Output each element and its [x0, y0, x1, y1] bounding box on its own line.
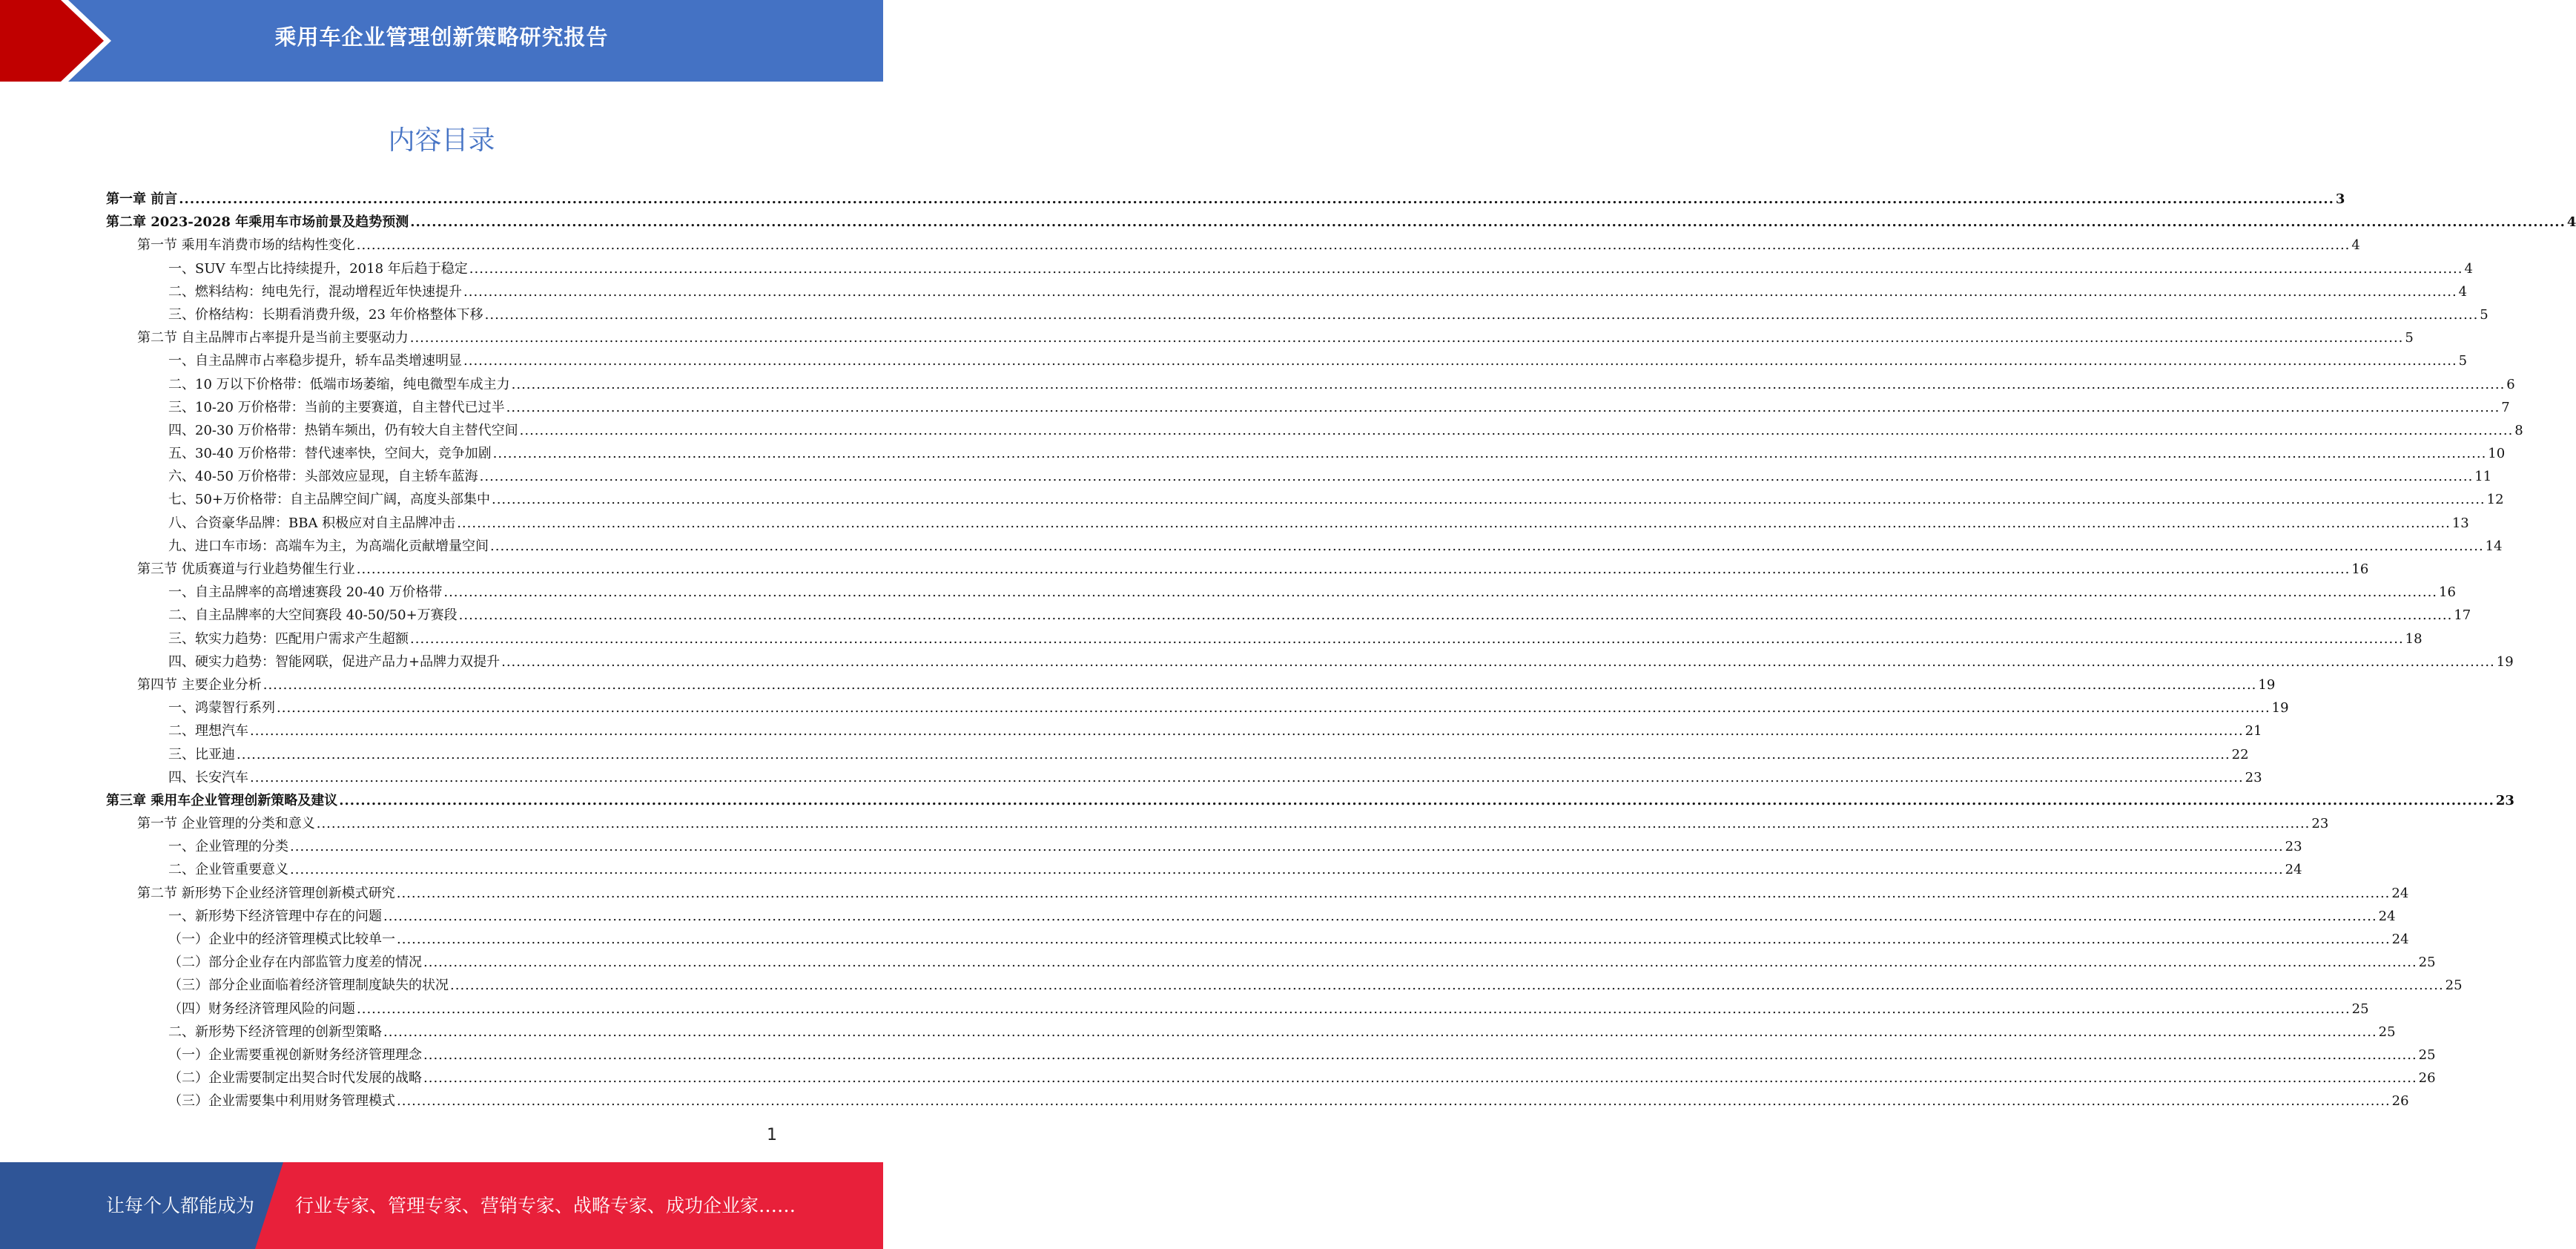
toc-entry-title: 二、自主品牌率的大空间赛段 40-50/50+万赛段 — [168, 607, 458, 624]
toc-dot-leader: ................................................................................................................................................................................................................................................................................................................................................................................................................ — [262, 676, 2257, 693]
toc-entry[interactable] — [106, 719, 2262, 742]
toc-dot-leader: ................................................................................................................................................................................................................................................................................................................................................................................................................ — [383, 1024, 2377, 1040]
toc-entry-page: 23 — [2285, 839, 2302, 855]
toc-entry-page: 22 — [2231, 746, 2249, 762]
toc-entry-title: （四）财务经济管理风险的问题 — [168, 1001, 355, 1017]
toc-entry-page: 8 — [2514, 422, 2523, 438]
toc-dot-leader: ................................................................................................................................................................................................................................................................................................................................................................................................................ — [443, 584, 2438, 601]
toc-dot-leader: ................................................................................................................................................................................................................................................................................................................................................................................................................ — [409, 330, 2404, 346]
toc-entry-page: 24 — [2391, 932, 2409, 947]
toc-entry[interactable] — [106, 1067, 2436, 1090]
toc-entry[interactable] — [106, 349, 2468, 372]
toc-entry[interactable] — [106, 650, 2514, 673]
toc-entry[interactable] — [106, 673, 2276, 696]
toc-entry[interactable] — [106, 974, 2463, 997]
toc-dot-leader: ................................................................................................................................................................................................................................................................................................................................................................................................................ — [490, 538, 2484, 554]
toc-entry[interactable] — [106, 419, 2523, 442]
toc-entry-title: 九、进口车市场：高端车为主，为高端化贡献增量空间 — [168, 538, 489, 554]
toc-dot-leader: ................................................................................................................................................................................................................................................................................................................................................................................................................ — [423, 1047, 2417, 1063]
toc-dot-leader: ................................................................................................................................................................................................................................................................................................................................................................................................................ — [458, 607, 2453, 624]
toc-dot-leader: ................................................................................................................................................................................................................................................................................................................................................................................................................ — [277, 700, 2270, 716]
toc-entry-page: 3 — [2335, 191, 2345, 207]
toc-dot-leader: ................................................................................................................................................................................................................................................................................................................................................................................................................ — [463, 353, 2457, 369]
toc-entry-title: （三）部分企业面临着经济管理制度缺失的状况 — [168, 978, 449, 994]
toc-entry-page: 19 — [2496, 653, 2514, 670]
toc-dot-leader: ................................................................................................................................................................................................................................................................................................................................................................................................................ — [397, 1093, 2391, 1110]
toc-entry-page: 11 — [2474, 469, 2492, 485]
toc-entry-title: 一、自主品牌市占率稳步提升，轿车品类增速明显 — [168, 353, 462, 369]
toc-entry-title: 三、软实力趋势：匹配用户需求产生超额 — [168, 630, 409, 647]
toc-entry-title: 一、新形势下经济管理中存在的问题 — [168, 908, 382, 924]
toc-entry-page: 25 — [2418, 1047, 2436, 1063]
toc-entry[interactable] — [106, 257, 2473, 280]
toc-dot-leader: ................................................................................................................................................................................................................................................................................................................................................................................................................ — [479, 469, 2474, 485]
toc-entry-page: 4 — [2464, 260, 2473, 277]
toc-entry[interactable] — [106, 882, 2409, 905]
toc-entry[interactable] — [106, 535, 2503, 558]
toc-entry-title: 第一章 前言 — [106, 191, 178, 207]
toc-dot-leader: ................................................................................................................................................................................................................................................................................................................................................................................................................ — [463, 283, 2457, 300]
toc-entry-title: （一）企业需要重视创新财务经济管理理念 — [168, 1047, 422, 1063]
toc-dot-leader: ................................................................................................................................................................................................................................................................................................................................................................................................................ — [469, 260, 2463, 277]
toc-entry-page: 7 — [2501, 399, 2510, 415]
toc-entry[interactable] — [106, 696, 2289, 719]
toc-entry-page: 18 — [2405, 630, 2423, 647]
toc-entry-page: 17 — [2454, 607, 2471, 624]
toc-entry-title: 二、新形势下经济管理的创新型策略 — [168, 1024, 382, 1040]
toc-entry-title: 七、50+万价格带：自主品牌空间广阔，高度头部集中 — [168, 492, 490, 508]
toc-dot-leader: ................................................................................................................................................................................................................................................................................................................................................................................................................ — [396, 885, 2391, 901]
footer-slogan-right: 行业专家、管理专家、营销专家、战略专家、成功企业家…… — [295, 1195, 796, 1216]
toc-dot-leader: ................................................................................................................................................................................................................................................................................................................................................................................................................ — [237, 746, 2230, 762]
toc-dot-leader: ................................................................................................................................................................................................................................................................................................................................................................................................................ — [290, 862, 2284, 878]
toc-entry-page: 21 — [2245, 723, 2262, 739]
toc-dot-leader: ................................................................................................................................................................................................................................................................................................................................................................................................................ — [383, 908, 2377, 924]
toc-dot-leader: ................................................................................................................................................................................................................................................................................................................................................................................................................ — [450, 978, 2444, 994]
toc-entry[interactable] — [106, 928, 2409, 951]
toc-entry[interactable] — [106, 835, 2302, 858]
toc-entry-page: 5 — [2480, 306, 2489, 323]
toc-dot-leader: ................................................................................................................................................................................................................................................................................................................................................................................................................ — [506, 399, 2500, 415]
toc-entry-title: 二、燃料结构：纯电先行，混动增程近年快速提升 — [168, 283, 462, 300]
toc-entry-page: 23 — [2311, 816, 2329, 832]
toc-entry-page: 25 — [2351, 1001, 2369, 1017]
toc-dot-leader: ................................................................................................................................................................................................................................................................................................................................................................................................................ — [423, 1070, 2417, 1087]
toc-entry[interactable] — [106, 905, 2396, 928]
toc-entry[interactable] — [106, 280, 2468, 303]
toc-entry-page: 5 — [2458, 353, 2468, 369]
toc-entry-title: 第二节 自主品牌市占率提升是当前主要驱动力 — [137, 330, 409, 346]
toc-entry[interactable] — [106, 627, 2423, 650]
toc-entry-title: 五、30-40 万价格带：替代速率快，空间大，竞争加剧 — [168, 446, 492, 462]
page-number: 1 — [767, 1126, 777, 1144]
toc-entry-title: 一、鸿蒙智行系列 — [168, 700, 275, 716]
toc-dot-leader: ................................................................................................................................................................................................................................................................................................................................................................................................................ — [179, 191, 2334, 207]
toc-entry-page: 16 — [2351, 561, 2369, 577]
toc-dot-leader: ................................................................................................................................................................................................................................................................................................................................................................................................................ — [501, 653, 2495, 670]
toc-entry-title: 第三章 乘用车企业管理创新策略及建议 — [106, 792, 338, 808]
toc-dot-leader: ................................................................................................................................................................................................................................................................................................................................................................................................................ — [356, 561, 2351, 577]
toc-entry[interactable] — [106, 951, 2436, 974]
toc-entry-page: 24 — [2378, 908, 2396, 924]
toc-entry-page: 25 — [2378, 1024, 2396, 1040]
toc-dot-leader: ................................................................................................................................................................................................................................................................................................................................................................................................................ — [423, 955, 2417, 971]
toc-entry[interactable] — [106, 998, 2369, 1021]
toc-entry-title: 二、企业管重要意义 — [168, 862, 288, 878]
toc-entry-page: 4 — [2566, 214, 2576, 231]
toc-entry-page: 4 — [2351, 237, 2360, 254]
toc-dot-leader: ................................................................................................................................................................................................................................................................................................................................................................................................................ — [519, 422, 2514, 438]
toc-entry[interactable] — [106, 581, 2456, 604]
toc-entry[interactable] — [106, 1090, 2409, 1113]
toc-entry[interactable] — [106, 373, 2515, 396]
toc-dot-leader: ................................................................................................................................................................................................................................................................................................................................................................................................................ — [356, 237, 2351, 254]
toc-entry-page: 25 — [2445, 978, 2463, 994]
footer-slogan-left: 让每个人都能成为 — [106, 1195, 255, 1216]
toc-entry-title: （二）部分企业存在内部监管力度差的情况 — [168, 955, 422, 971]
toc-entry[interactable] — [106, 766, 2262, 789]
page-header — [0, 0, 883, 82]
toc-entry-page: 16 — [2439, 584, 2456, 601]
toc-entry-page: 10 — [2488, 446, 2506, 462]
toc-dot-leader: ................................................................................................................................................................................................................................................................................................................................................................................................................ — [492, 446, 2487, 462]
toc-entry[interactable] — [106, 188, 2345, 211]
toc-entry-title: 三、价格结构：长期看消费升级，23 年价格整体下移 — [168, 306, 483, 323]
toc-entry-page: 26 — [2391, 1093, 2409, 1110]
page-footer — [0, 1162, 883, 1249]
toc-entry-title: 第二节 新形势下企业经济管理创新模式研究 — [137, 885, 395, 901]
toc-entry-title: （一）企业中的经济管理模式比较单一 — [168, 932, 395, 947]
toc-dot-leader: ................................................................................................................................................................................................................................................................................................................................................................................................................ — [511, 376, 2506, 392]
toc-entry-page: 24 — [2391, 885, 2409, 901]
toc-dot-leader: ................................................................................................................................................................................................................................................................................................................................................................................................................ — [339, 792, 2494, 808]
toc-entry[interactable] — [106, 789, 2514, 812]
toc-entry-title: 六、40-50 万价格带：头部效应显现，自主轿车蓝海 — [168, 469, 478, 485]
toc-entry[interactable] — [106, 1044, 2436, 1067]
toc-entry-page: 23 — [2245, 769, 2262, 785]
toc-dot-leader: ................................................................................................................................................................................................................................................................................................................................................................................................................ — [457, 515, 2451, 531]
toc-entry-page: 12 — [2486, 492, 2504, 508]
toc-entry-title: 四、长安汽车 — [168, 769, 248, 785]
toc-entry[interactable] — [106, 303, 2489, 326]
toc-dot-leader: ................................................................................................................................................................................................................................................................................................................................................................................................................ — [410, 214, 2566, 231]
toc-entry-page: 24 — [2285, 862, 2302, 878]
toc-entry-title: （二）企业需要制定出契合时代发展的战略 — [168, 1070, 422, 1087]
toc-dot-leader: ................................................................................................................................................................................................................................................................................................................................................................................................................ — [491, 492, 2486, 508]
toc-entry[interactable] — [106, 465, 2492, 488]
toc-entry-page: 19 — [2271, 700, 2289, 716]
toc-entry-page: 26 — [2418, 1070, 2436, 1087]
toc-entry[interactable] — [106, 558, 2369, 581]
toc-entry-title: 二、10 万以下价格带：低端市场萎缩，纯电微型车成主力 — [168, 376, 510, 392]
toc-entry-title: 第二章 2023-2028 年乘用车市场前景及趋势预测 — [106, 214, 409, 231]
toc-entry[interactable] — [106, 858, 2302, 881]
toc-entry-title: 一、自主品牌率的高增速赛段 20-40 万价格带 — [168, 584, 443, 601]
toc-entry-page: 4 — [2458, 283, 2468, 300]
toc-entry[interactable] — [106, 211, 2576, 234]
toc-entry-page: 13 — [2451, 515, 2469, 531]
toc-dot-leader: ................................................................................................................................................................................................................................................................................................................................................................................................................ — [410, 630, 2404, 647]
toc-entry-title: 三、10-20 万价格带：当前的主要赛道，自主替代已过半 — [168, 399, 505, 415]
toc-dot-leader: ................................................................................................................................................................................................................................................................................................................................................................................................................ — [357, 1001, 2351, 1017]
toc-entry[interactable] — [106, 812, 2329, 835]
toc-entry-title: 四、硬实力趋势：智能网联，促进产品力+品牌力双提升 — [168, 653, 501, 670]
toc-entry-page: 6 — [2506, 376, 2515, 392]
toc-entry[interactable] — [106, 488, 2504, 511]
toc-entry-page: 25 — [2418, 955, 2436, 971]
toc-entry-title: （三）企业需要集中利用财务管理模式 — [168, 1093, 395, 1110]
toc-entry[interactable] — [106, 326, 2414, 349]
toc-entry-title: 第一节 企业管理的分类和意义 — [137, 816, 315, 832]
toc-entry-page: 5 — [2405, 330, 2414, 346]
toc-entry-title: 第四节 主要企业分析 — [137, 676, 262, 693]
toc-dot-leader: ................................................................................................................................................................................................................................................................................................................................................................................................................ — [250, 723, 2244, 739]
toc-entry[interactable] — [106, 442, 2506, 465]
toc-entry[interactable] — [106, 1021, 2396, 1044]
toc-entry-title: 一、企业管理的分类 — [168, 839, 288, 855]
toc-entry[interactable] — [106, 234, 2360, 257]
toc-entry-title: 一、SUV 车型占比持续提升，2018 年后趋于稳定 — [168, 260, 468, 277]
toc-dot-leader: ................................................................................................................................................................................................................................................................................................................................................................................................................ — [484, 306, 2479, 323]
toc-heading: 内容目录 — [388, 125, 495, 156]
toc-entry[interactable] — [106, 396, 2510, 419]
report-title: 乘用车企业管理创新策略研究报告 — [274, 24, 609, 50]
toc-dot-leader: ................................................................................................................................................................................................................................................................................................................................................................................................................ — [397, 932, 2391, 947]
toc-dot-leader: ................................................................................................................................................................................................................................................................................................................................................................................................................ — [250, 769, 2244, 785]
toc-entry[interactable] — [106, 743, 2249, 766]
toc-entry-page: 23 — [2495, 792, 2514, 808]
toc-entry-title: 四、20-30 万价格带：热销车频出，仍有较大自主替代空间 — [168, 422, 518, 438]
toc-entry-title: 三、比亚迪 — [168, 746, 235, 762]
toc-entry-title: 八、合资豪华品牌：BBA 积极应对自主品牌冲击 — [168, 515, 456, 531]
toc-entry-title: 二、理想汽车 — [168, 723, 248, 739]
toc-entry-page: 19 — [2258, 676, 2276, 693]
toc-entry-title: 第三节 优质赛道与行业趋势催生行业 — [137, 561, 355, 577]
toc-entry-page: 14 — [2485, 538, 2503, 554]
toc-entry-title: 第一节 乘用车消费市场的结构性变化 — [137, 237, 355, 254]
table-of-contents — [106, 188, 2576, 1113]
toc-entry[interactable] — [106, 512, 2469, 535]
toc-dot-leader: ................................................................................................................................................................................................................................................................................................................................................................................................................ — [290, 839, 2284, 855]
toc-entry[interactable] — [106, 604, 2471, 627]
toc-dot-leader: ................................................................................................................................................................................................................................................................................................................................................................................................................ — [316, 816, 2311, 832]
